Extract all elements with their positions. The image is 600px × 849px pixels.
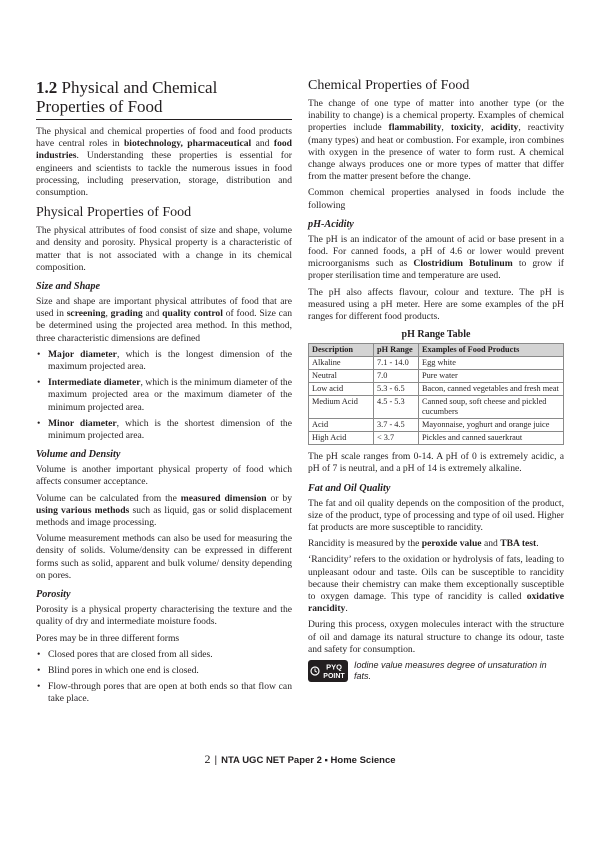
table-cell: Mayonnaise, yoghurt and orange juice <box>419 419 564 432</box>
svg-text:POINT: POINT <box>323 673 345 681</box>
list-item: • Major diameter, which is the longest dimension of the maximum projected area. <box>36 349 292 373</box>
table-cell: 3.7 - 4.5 <box>374 419 419 432</box>
list-item: • Blind pores in which one end is closed. <box>36 665 292 677</box>
ph-p2: The pH also affects flavour, colour and texture. The pH is measured using a pH meter. Here are some examples of the pH ranges for different food products. <box>308 286 564 323</box>
table-cell: Canned soup, soft cheese and pickled cucumbers <box>419 396 564 419</box>
table-row <box>309 383 564 396</box>
table-cell: Bacon, canned vegetables and fresh meat <box>419 383 564 396</box>
column-header: pH Range <box>374 344 419 357</box>
porosity-p2: Pores may be in three different forms <box>36 632 180 644</box>
column-header: Description <box>309 344 374 357</box>
section-title-line2: Properties of Food <box>36 97 163 116</box>
footer-separator: | <box>214 755 218 766</box>
table-cell: Alkaline <box>309 357 374 370</box>
table-row <box>309 357 564 370</box>
ph-acidity-heading: pH-Acidity <box>308 218 354 230</box>
porosity-heading: Porosity <box>36 589 71 601</box>
left-column <box>36 78 292 710</box>
column-header: Examples of Food Products <box>419 344 564 357</box>
volume-density-p1: Volume is another important physical property of food which affects consumer acceptance. <box>36 464 292 488</box>
chemical-p2: Common chemical properties analysed in foods include the following <box>308 187 564 211</box>
list-item: • Closed pores that are closed from all sides. <box>36 649 292 661</box>
volume-density-heading: Volume and Density <box>36 449 121 461</box>
table-cell: Egg white <box>419 357 564 370</box>
table-cell: Medium Acid <box>309 396 374 419</box>
ph-range-table <box>308 343 564 445</box>
table-cell: 5.3 - 6.5 <box>374 383 419 396</box>
table-cell: Neutral <box>309 370 374 383</box>
table-row <box>309 432 564 445</box>
list-item: • Flow-through pores that are open at both ends so that flow can take place. <box>36 681 292 705</box>
pyq-point-text: Iodine value measures degree of unsaturation in fats. <box>354 660 547 682</box>
footer-text: NTA UGC NET Paper 2 ▪ Home Science <box>221 755 396 766</box>
volume-density-p2: Volume can be calculated from the measured dimension or by using various methods such as liquid, gas or solid displacement methods and image processing. <box>36 492 293 529</box>
table-header-row <box>309 344 564 357</box>
table-row <box>309 419 564 432</box>
page-footer <box>0 752 600 767</box>
pore-list <box>36 649 292 706</box>
table-cell: < 3.7 <box>374 432 419 445</box>
section-title-line1: Physical and Chemical <box>61 78 218 97</box>
volume-density-p3: Volume measurement methods can also be used for measuring the density of solids. Volume/density can be expressed in different forms such as solid, apparent and bulk volume/ density depending on pores. <box>36 533 292 581</box>
physical-properties-heading: Physical Properties of Food <box>36 205 192 221</box>
table-cell: 7.1 - 14.0 <box>374 357 419 370</box>
pyq-point-note <box>308 660 564 682</box>
fat-oil-p3: ‘Rancidity’ refers to the oxidation or hydrolysis of fats, leading to unpleasant odour and taste. Oils can be susceptible to rancidity because their chemistry can make them exceptionally susceptible to oxygen damage. This type of rancidity is called oxidative rancidity. <box>308 554 564 615</box>
physical-properties-paragraph: The physical attributes of food consist of size and shape, volume and density and porosity. Physical property is a characteristic of matter that is not associated with a change in its chemical composition. <box>36 225 292 273</box>
intro-paragraph: The physical and chemical properties of food and food products have central roles in biotechnology, pharmaceutical and food industries. Understanding these properties is essential for engineers and scientists to tackle the numerous issues in food processing, including preservation, storage, distribution and consumption. <box>36 126 293 199</box>
table-cell: Low acid <box>309 383 374 396</box>
dimension-list <box>36 349 292 442</box>
section-title <box>36 78 292 120</box>
table-cell: 7.0 <box>374 370 419 383</box>
section-number: 1.2 <box>36 78 58 97</box>
porosity-p1: Porosity is a physical property characterising the texture and the quality of dry and intermediate moisture foods. <box>36 604 292 628</box>
list-item: • Minor diameter, which is the shortest dimension of the minimum projected area. <box>36 418 292 442</box>
svg-text:PYQ: PYQ <box>326 662 342 672</box>
size-shape-paragraph: Size and shape are important physical attributes of food that are used in screening, grading and quality control of food. Size can be determined using the projected area method. In this method, three characteristic dimensions are defined <box>36 296 292 344</box>
list-item: • Intermediate diameter, which is the minimum diameter of the maximum projected area or the maximum diameter of the minimum projected area. <box>36 377 292 414</box>
chemical-properties-heading: Chemical Properties of Food <box>308 78 470 93</box>
size-shape-heading: Size and Shape <box>36 281 100 293</box>
table-row <box>309 370 564 383</box>
fat-oil-p2: Rancidity is measured by the peroxide value and TBA test. <box>308 538 539 550</box>
ph-p1: The pH is an indicator of the amount of acid or base present in a food. For canned foods, a pH of 4.6 or lower would prevent microorganisms such as Clostridium Botulinum to grow if proper sterilisation time and temperature are used. <box>308 233 564 282</box>
table-cell: Acid <box>309 419 374 432</box>
table-cell: Pickles and canned sauerkraut <box>419 432 564 445</box>
fat-oil-p1: The fat and oil quality depends on the composition of the product, size of the product, type of processing and type of oil used. Higher fat products are more susceptible to rancidity. <box>308 497 564 534</box>
ph-p3: The pH scale ranges from 0-14. A pH of 0 is extremely acidic, a pH of 7 is neutral, and a pH of 14 is extremely alkaline. <box>308 451 564 475</box>
table-cell: High Acid <box>309 432 374 445</box>
table-cell: Pure water <box>419 370 564 383</box>
fat-oil-p4: During this process, oxygen molecules interact with the structure of oil and damage its natural structure to change its odour, taste and safety for consumption. <box>308 619 564 655</box>
page-number: 2 <box>204 752 211 766</box>
table-cell: 4.5 - 5.3 <box>374 396 419 419</box>
right-column <box>308 78 564 682</box>
pyq-point-icon <box>308 660 348 682</box>
ph-table-title: pH Range Table <box>401 329 471 341</box>
chemical-p1: The change of one type of matter into another type (or the inability to change) is a chemical property. Examples of chemical properties include flammability, toxicity, acidity, reactivity (many types) and heat or combustion. For example, iron combines with oxygen in the presence of water to form rust. A chemical change always produces one or more types of matter that differ from the matter present before the change. <box>308 98 564 183</box>
fat-oil-heading: Fat and Oil Quality <box>308 482 391 494</box>
table-row <box>309 396 564 419</box>
